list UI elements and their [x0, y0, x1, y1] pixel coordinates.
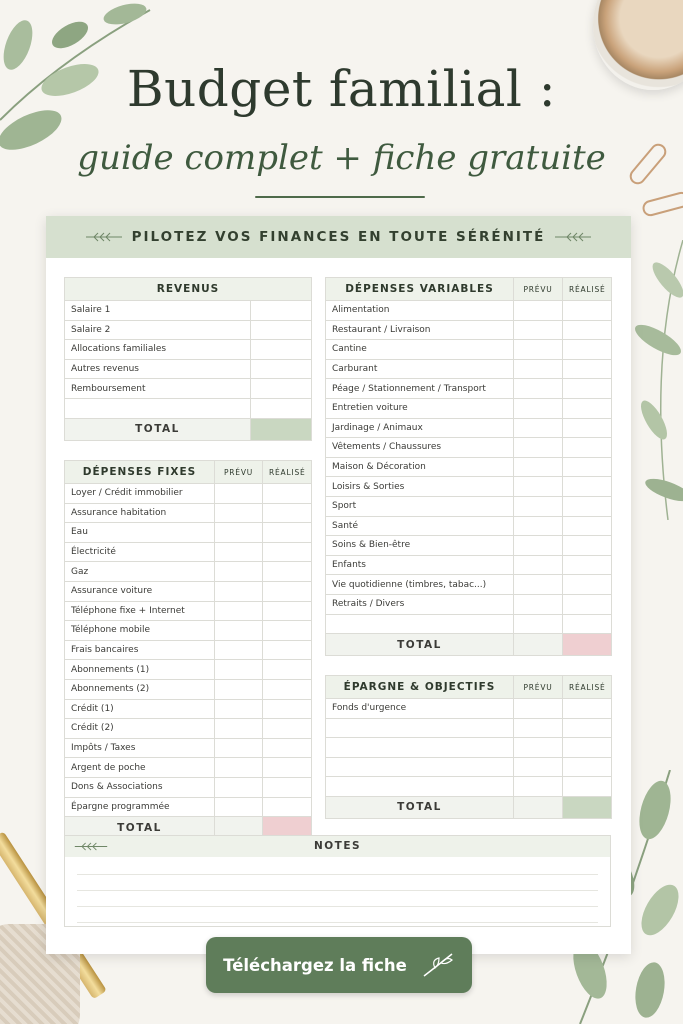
- amount-cell[interactable]: [263, 523, 312, 543]
- amount-cell[interactable]: [263, 542, 312, 562]
- amount-cell[interactable]: [514, 738, 563, 758]
- col-prevu: PRÉVU: [215, 461, 263, 484]
- amount-cell[interactable]: [251, 320, 312, 340]
- leaf-sprig-icon: [421, 952, 455, 978]
- row-label: Vêtements / Chaussures: [326, 438, 514, 458]
- table-row: [65, 679, 312, 699]
- table-row: [65, 777, 312, 797]
- row-label: Gaz: [65, 562, 215, 582]
- amount-cell[interactable]: [263, 679, 312, 699]
- row-label: Remboursement: [65, 379, 251, 399]
- amount-cell[interactable]: [563, 757, 612, 777]
- subtitle-underline: [255, 196, 425, 198]
- depenses-variables-title: DÉPENSES VARIABLES: [326, 278, 514, 301]
- total-row: [65, 418, 312, 440]
- row-label: Autres revenus: [65, 359, 251, 379]
- amount-cell[interactable]: [514, 301, 563, 321]
- table-row: [65, 738, 312, 758]
- total-cell[interactable]: [514, 796, 563, 818]
- total-label: TOTAL: [326, 634, 514, 656]
- sprig-notes-icon: [73, 840, 109, 853]
- amount-cell[interactable]: [563, 496, 612, 516]
- download-button[interactable]: [206, 937, 472, 993]
- amount-cell[interactable]: [563, 594, 612, 614]
- notes-line: [77, 874, 598, 875]
- row-label: Entretien voiture: [326, 398, 514, 418]
- row-label: Vie quotidienne (timbres, tabac...): [326, 575, 514, 595]
- table-row: [326, 301, 612, 321]
- amount-cell[interactable]: [251, 359, 312, 379]
- row-label: Eau: [65, 523, 215, 543]
- amount-cell[interactable]: [263, 640, 312, 660]
- row-label: Assurance voiture: [65, 581, 215, 601]
- total-row: [326, 634, 612, 656]
- amount-cell[interactable]: [263, 719, 312, 739]
- table-row: [326, 614, 612, 634]
- amount-cell[interactable]: [251, 379, 312, 399]
- amount-cell[interactable]: [215, 777, 263, 797]
- amount-cell[interactable]: [514, 496, 563, 516]
- table-row: [65, 320, 312, 340]
- table-row: [65, 660, 312, 680]
- amount-cell[interactable]: [215, 484, 263, 504]
- amount-cell[interactable]: [215, 640, 263, 660]
- table-row: [326, 516, 612, 536]
- row-label: Crédit (2): [65, 719, 215, 739]
- revenus-title: REVENUS: [65, 278, 312, 301]
- table-row: [326, 457, 612, 477]
- row-label: Sport: [326, 496, 514, 516]
- table-row: [326, 379, 612, 399]
- amount-cell[interactable]: [215, 542, 263, 562]
- amount-cell[interactable]: [263, 601, 312, 621]
- amount-cell[interactable]: [563, 516, 612, 536]
- amount-cell[interactable]: [563, 777, 612, 797]
- table-row: [65, 581, 312, 601]
- total-cell[interactable]: [251, 418, 312, 440]
- amount-cell[interactable]: [514, 340, 563, 360]
- amount-cell[interactable]: [563, 477, 612, 497]
- table-row: [65, 719, 312, 739]
- total-cell[interactable]: [514, 634, 563, 656]
- row-label: [65, 398, 251, 418]
- amount-cell[interactable]: [263, 738, 312, 758]
- table-row: [326, 594, 612, 614]
- table-row: [326, 496, 612, 516]
- amount-cell[interactable]: [514, 777, 563, 797]
- amount-cell[interactable]: [514, 594, 563, 614]
- depenses-variables-table: [325, 277, 612, 656]
- row-label: Soins & Bien-être: [326, 536, 514, 556]
- amount-cell[interactable]: [514, 555, 563, 575]
- amount-cell[interactable]: [514, 320, 563, 340]
- table-row: [326, 438, 612, 458]
- row-label: Abonnements (1): [65, 660, 215, 680]
- amount-cell[interactable]: [514, 359, 563, 379]
- table-row: [65, 359, 312, 379]
- amount-cell[interactable]: [514, 516, 563, 536]
- row-label: Restaurant / Livraison: [326, 320, 514, 340]
- col-realise: RÉALISÉ: [563, 676, 612, 699]
- table-row: [65, 640, 312, 660]
- row-label: Impôts / Taxes: [65, 738, 215, 758]
- amount-cell[interactable]: [514, 757, 563, 777]
- amount-cell[interactable]: [251, 398, 312, 418]
- amount-cell[interactable]: [215, 758, 263, 778]
- total-label: TOTAL: [326, 796, 514, 818]
- sprig-right-icon: [553, 230, 593, 244]
- amount-cell[interactable]: [563, 536, 612, 556]
- table-row: [326, 757, 612, 777]
- amount-cell[interactable]: [514, 536, 563, 556]
- notes-line: [77, 922, 598, 923]
- col-prevu: PRÉVU: [514, 676, 563, 699]
- total-cell[interactable]: [563, 634, 612, 656]
- table-row: [65, 601, 312, 621]
- row-label: Salaire 2: [65, 320, 251, 340]
- table-row: [326, 738, 612, 758]
- amount-cell[interactable]: [514, 614, 563, 634]
- amount-cell[interactable]: [215, 660, 263, 680]
- table-row: [326, 320, 612, 340]
- amount-cell[interactable]: [563, 614, 612, 634]
- row-label: Argent de poche: [65, 758, 215, 778]
- table-row: [326, 418, 612, 438]
- table-row: [65, 797, 312, 817]
- table-row: [65, 398, 312, 418]
- row-label: Épargne programmée: [65, 797, 215, 817]
- amount-cell[interactable]: [563, 575, 612, 595]
- table-row: [65, 379, 312, 399]
- row-label: Santé: [326, 516, 514, 536]
- row-label: Loyer / Crédit immobilier: [65, 484, 215, 504]
- leaves-right-icon: [628, 240, 683, 520]
- table-row: [326, 340, 612, 360]
- amount-cell[interactable]: [251, 340, 312, 360]
- paperclip-icon: [641, 190, 683, 218]
- table-row: [65, 699, 312, 719]
- notes-title: NOTES: [313, 840, 362, 852]
- row-label: Frais bancaires: [65, 640, 215, 660]
- amount-cell[interactable]: [215, 797, 263, 817]
- amount-cell[interactable]: [263, 758, 312, 778]
- amount-cell[interactable]: [514, 575, 563, 595]
- page-title: Budget familial :: [126, 60, 557, 118]
- amount-cell[interactable]: [563, 340, 612, 360]
- table-row: [65, 621, 312, 641]
- epargne-title: ÉPARGNE & OBJECTIFS: [326, 676, 514, 699]
- amount-cell[interactable]: [215, 581, 263, 601]
- total-cell[interactable]: [563, 796, 612, 818]
- row-label: Dons & Associations: [65, 777, 215, 797]
- total-label: TOTAL: [65, 418, 251, 440]
- amount-cell[interactable]: [563, 320, 612, 340]
- table-row: [65, 301, 312, 321]
- amount-cell[interactable]: [215, 601, 263, 621]
- table-row: [326, 718, 612, 738]
- amount-cell[interactable]: [563, 379, 612, 399]
- row-label: [326, 614, 514, 634]
- amount-cell[interactable]: [563, 699, 612, 719]
- row-label: [326, 757, 514, 777]
- amount-cell[interactable]: [514, 699, 563, 719]
- amount-cell[interactable]: [263, 797, 312, 817]
- amount-cell[interactable]: [263, 581, 312, 601]
- table-row: [65, 503, 312, 523]
- table-row: [326, 575, 612, 595]
- col-realise: RÉALISÉ: [563, 278, 612, 301]
- notes-line: [77, 906, 598, 907]
- table-row: [65, 523, 312, 543]
- amount-cell[interactable]: [215, 699, 263, 719]
- table-row: [326, 359, 612, 379]
- col-prevu: PRÉVU: [514, 278, 563, 301]
- row-label: [326, 738, 514, 758]
- amount-cell[interactable]: [563, 438, 612, 458]
- amount-cell[interactable]: [563, 457, 612, 477]
- revenus-table: [64, 277, 312, 441]
- amount-cell[interactable]: [514, 718, 563, 738]
- row-label: Assurance habitation: [65, 503, 215, 523]
- table-row: [65, 484, 312, 504]
- amount-cell[interactable]: [215, 562, 263, 582]
- amount-cell[interactable]: [215, 621, 263, 641]
- amount-cell[interactable]: [263, 503, 312, 523]
- download-button-label: Téléchargez la fiche: [223, 955, 407, 975]
- row-label: Téléphone fixe + Internet: [65, 601, 215, 621]
- epargne-table: [325, 675, 612, 819]
- amount-cell[interactable]: [263, 484, 312, 504]
- table-row: [326, 477, 612, 497]
- amount-cell[interactable]: [215, 738, 263, 758]
- amount-cell[interactable]: [563, 738, 612, 758]
- row-label: Enfants: [326, 555, 514, 575]
- row-label: Maison & Décoration: [326, 457, 514, 477]
- amount-cell[interactable]: [215, 719, 263, 739]
- row-label: Électricité: [65, 542, 215, 562]
- row-label: Alimentation: [326, 301, 514, 321]
- table-row: [326, 777, 612, 797]
- total-row: [326, 796, 612, 818]
- amount-cell[interactable]: [514, 418, 563, 438]
- row-label: Crédit (1): [65, 699, 215, 719]
- table-row: [326, 555, 612, 575]
- sprig-left-icon: [84, 230, 124, 244]
- row-label: Carburant: [326, 359, 514, 379]
- row-label: Retraits / Divers: [326, 594, 514, 614]
- amount-cell[interactable]: [563, 418, 612, 438]
- amount-cell[interactable]: [563, 398, 612, 418]
- amount-cell[interactable]: [263, 777, 312, 797]
- row-label: Fonds d'urgence: [326, 699, 514, 719]
- row-label: Jardinage / Animaux: [326, 418, 514, 438]
- amount-cell[interactable]: [215, 523, 263, 543]
- row-label: Loisirs & Sorties: [326, 477, 514, 497]
- total-label: TOTAL: [65, 817, 215, 839]
- amount-cell[interactable]: [514, 379, 563, 399]
- amount-cell[interactable]: [514, 477, 563, 497]
- table-row: [326, 536, 612, 556]
- amount-cell[interactable]: [563, 718, 612, 738]
- notes-box[interactable]: [64, 835, 611, 927]
- sheet-header: [46, 216, 631, 258]
- amount-cell[interactable]: [263, 699, 312, 719]
- amount-cell[interactable]: [563, 359, 612, 379]
- table-row: [326, 398, 612, 418]
- amount-cell[interactable]: [514, 398, 563, 418]
- amount-cell[interactable]: [215, 679, 263, 699]
- row-label: Cantine: [326, 340, 514, 360]
- depenses-fixes-table: [64, 460, 312, 839]
- amount-cell[interactable]: [251, 301, 312, 321]
- amount-cell[interactable]: [514, 438, 563, 458]
- table-row: [326, 699, 612, 719]
- amount-cell[interactable]: [215, 503, 263, 523]
- amount-cell[interactable]: [514, 457, 563, 477]
- col-realise: RÉALISÉ: [263, 461, 312, 484]
- amount-cell[interactable]: [563, 555, 612, 575]
- table-row: [65, 340, 312, 360]
- budget-sheet: [46, 216, 631, 954]
- row-label: Abonnements (2): [65, 679, 215, 699]
- table-row: [65, 758, 312, 778]
- amount-cell[interactable]: [263, 660, 312, 680]
- amount-cell[interactable]: [263, 621, 312, 641]
- depenses-fixes-title: DÉPENSES FIXES: [65, 461, 215, 484]
- table-row: [65, 542, 312, 562]
- notes-header: [65, 836, 610, 857]
- table-row: [65, 562, 312, 582]
- row-label: Salaire 1: [65, 301, 251, 321]
- page-subtitle: guide complet + fiche gratuite: [77, 138, 606, 178]
- row-label: [326, 718, 514, 738]
- row-label: Allocations familiales: [65, 340, 251, 360]
- notes-line: [77, 890, 598, 891]
- row-label: Téléphone mobile: [65, 621, 215, 641]
- row-label: Péage / Stationnement / Transport: [326, 379, 514, 399]
- amount-cell[interactable]: [263, 562, 312, 582]
- sheet-heading: PILOTEZ VOS FINANCES EN TOUTE SÉRÉNITÉ: [131, 229, 546, 245]
- row-label: [326, 777, 514, 797]
- amount-cell[interactable]: [563, 301, 612, 321]
